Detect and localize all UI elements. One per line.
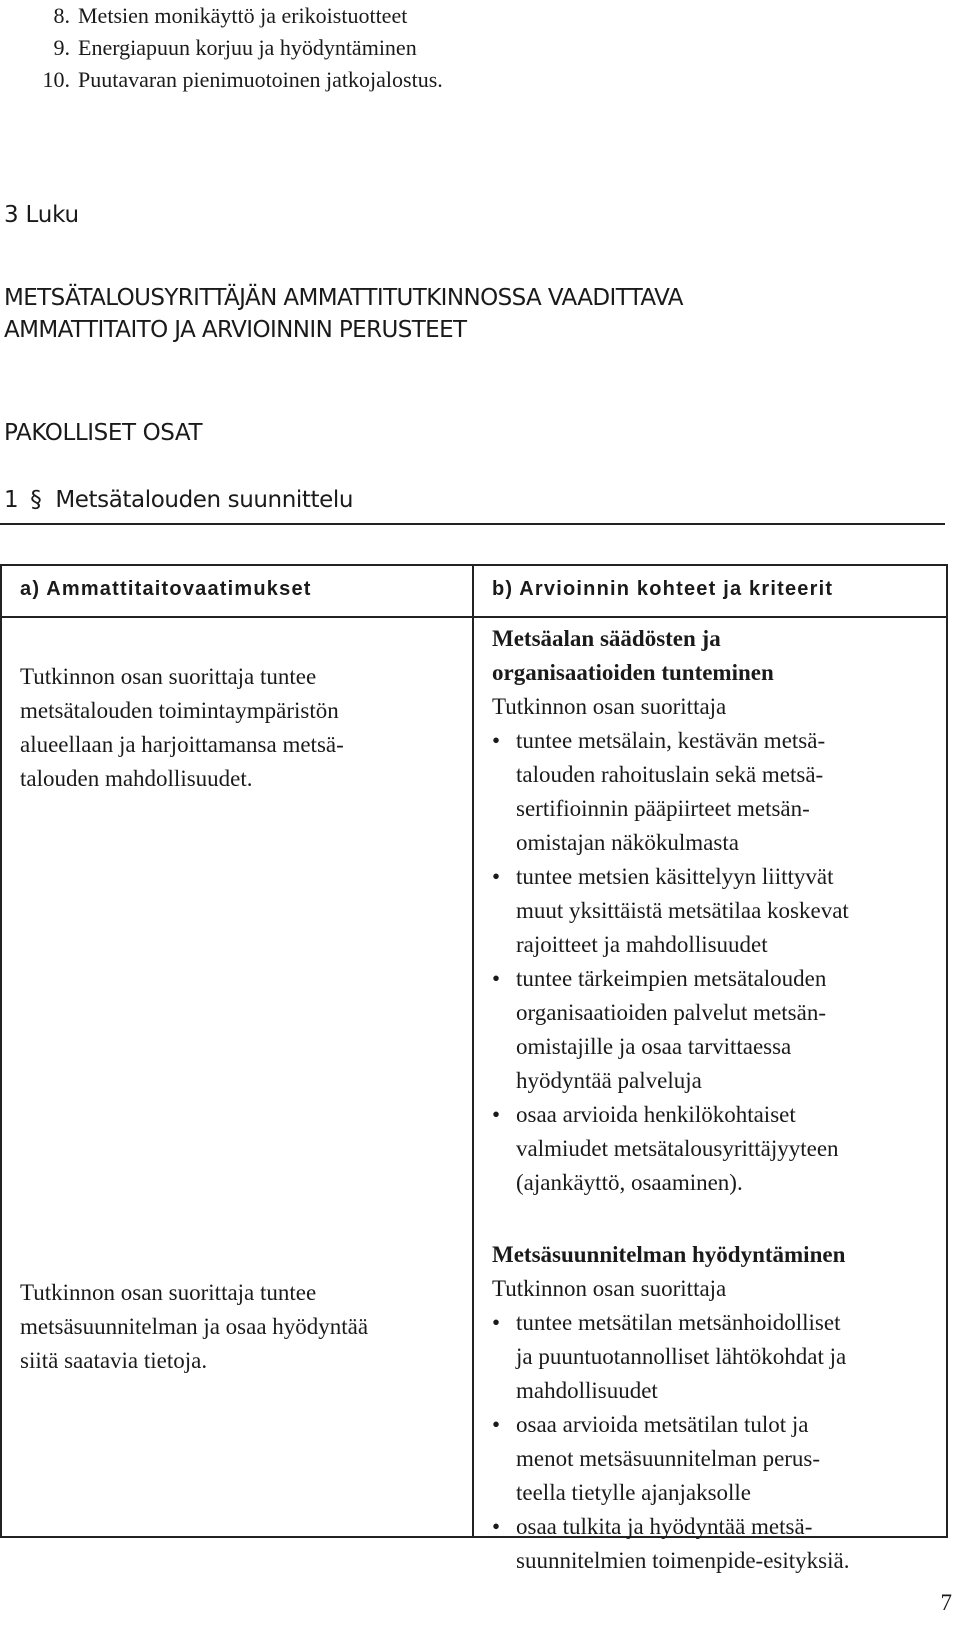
text-line: menot metsäsuunnitelman perus- (516, 1446, 821, 1471)
document-title (4, 282, 944, 346)
criteria-intro: Tutkinnon osan suorittaja (492, 1276, 727, 1301)
bullet-item (492, 1408, 942, 1510)
bullet-item (492, 1510, 942, 1578)
criteria-heading: organisaatioiden tunteminen (492, 660, 774, 685)
list-item (0, 32, 940, 64)
text-line: Tutkinnon osan suorittaja tuntee (20, 664, 317, 689)
text-line: tuntee metsätilan metsänhoidolliset (516, 1310, 841, 1335)
bullet-icon: • (492, 864, 501, 889)
bullet-item (492, 1098, 942, 1200)
text-line: hyödyntää palveluja (516, 1068, 702, 1093)
chapter-heading: 3 Luku (4, 202, 79, 228)
bullet-icon: • (492, 1310, 501, 1335)
text-line: sertifioinnin pääpiirteet metsän- (516, 796, 810, 821)
text-line: Tutkinnon osan suorittaja tuntee (20, 1280, 317, 1305)
subsection-title: Metsätalouden suunnittelu (55, 487, 354, 513)
text-line: muut yksittäistä metsätilaa koskevat (516, 898, 849, 923)
header-divider (2, 616, 946, 618)
list-item (0, 0, 940, 32)
list-item-number: 10. (42, 67, 70, 92)
list-item-text: Puutavaran pienimuotoinen jatkojalostus. (78, 67, 443, 92)
list-item-text: Energiapuun korjuu ja hyödyntäminen (78, 35, 417, 60)
bullet-item (492, 860, 942, 962)
text-line: alueellaan ja harjoittamansa metsä- (20, 732, 344, 757)
bullet-icon: • (492, 966, 501, 991)
title-line: METSÄTALOUSYRITTÄJÄN AMMATTITUTKINNOSSA VAADITTAVA (4, 285, 683, 311)
requirement-cell (20, 1276, 460, 1378)
subsection-number: 1 (4, 487, 19, 513)
text-line: mahdollisuudet (516, 1378, 658, 1403)
bullet-icon: • (492, 1102, 501, 1127)
text-line: (ajankäyttö, osaaminen). (516, 1170, 743, 1195)
text-line: organisaatioiden palvelut metsän- (516, 1000, 826, 1025)
text-line: omistajille ja osaa tarvittaessa (516, 1034, 792, 1059)
text-line: talouden rahoituslain sekä metsä- (516, 762, 824, 787)
criteria-heading: Metsäsuunnitelman hyödyntäminen (492, 1242, 846, 1267)
criteria-intro: Tutkinnon osan suorittaja (492, 694, 727, 719)
bullet-item (492, 724, 942, 860)
top-numbered-list (0, 0, 940, 96)
text-line: tuntee metsien käsittelyyn liittyvät (516, 864, 834, 889)
list-item-number: 9. (53, 35, 70, 60)
text-line: omistajan näkökulmasta (516, 830, 739, 855)
bullet-icon: • (492, 728, 501, 753)
page-number: 7 (940, 1590, 952, 1615)
column-divider (472, 566, 474, 1536)
text-line: tuntee tärkeimpien metsätalouden (516, 966, 827, 991)
text-line: osaa arvioida metsätilan tulot ja (516, 1412, 809, 1437)
text-line: ja puuntuotannolliset lähtökohdat ja (516, 1344, 847, 1369)
text-line: metsätalouden toimintaympäristön (20, 698, 339, 723)
text-line: osaa arvioida henkilökohtaiset (516, 1102, 796, 1127)
bullet-item (492, 962, 942, 1098)
heading-rule (0, 523, 945, 525)
criteria-heading: Metsäalan säädösten ja (492, 626, 721, 651)
criteria-cell (492, 1238, 942, 1578)
column-header-requirements: a) Ammattitaitovaatimukset (20, 578, 312, 600)
text-line: valmiudet metsätalousyrittäjyyteen (516, 1136, 839, 1161)
criteria-table (0, 564, 948, 1573)
text-line: rajoitteet ja mahdollisuudet (516, 932, 768, 957)
text-line: siitä saatavia tietoja. (20, 1348, 208, 1373)
section-sign: § (30, 487, 42, 513)
list-item-number: 8. (53, 3, 70, 28)
criteria-cell (492, 622, 942, 1200)
text-line: talouden mahdollisuudet. (20, 766, 253, 791)
bullet-item (492, 1306, 942, 1408)
bullet-icon: • (492, 1412, 501, 1437)
column-header-criteria: b) Arvioinnin kohteet ja kriteerit (492, 578, 834, 600)
text-line: tuntee metsälain, kestävän metsä- (516, 728, 826, 753)
text-line: metsäsuunnitelman ja osaa hyödyntää (20, 1314, 369, 1339)
text-line: osaa tulkita ja hyödyntää metsä- (516, 1514, 813, 1539)
section-heading: PAKOLLISET OSAT (4, 420, 203, 446)
text-line: suunnitelmien toimenpide-esityksiä. (516, 1548, 850, 1573)
requirement-cell (20, 660, 460, 796)
bullet-icon: • (492, 1514, 501, 1539)
text-line: teella tietylle ajanjaksolle (516, 1480, 752, 1505)
list-item-text: Metsien monikäyttö ja erikoistuotteet (78, 3, 408, 28)
title-line: AMMATTITAITO JA ARVIOINNIN PERUSTEET (4, 317, 467, 343)
subsection-heading (4, 487, 353, 513)
list-item (0, 64, 940, 96)
